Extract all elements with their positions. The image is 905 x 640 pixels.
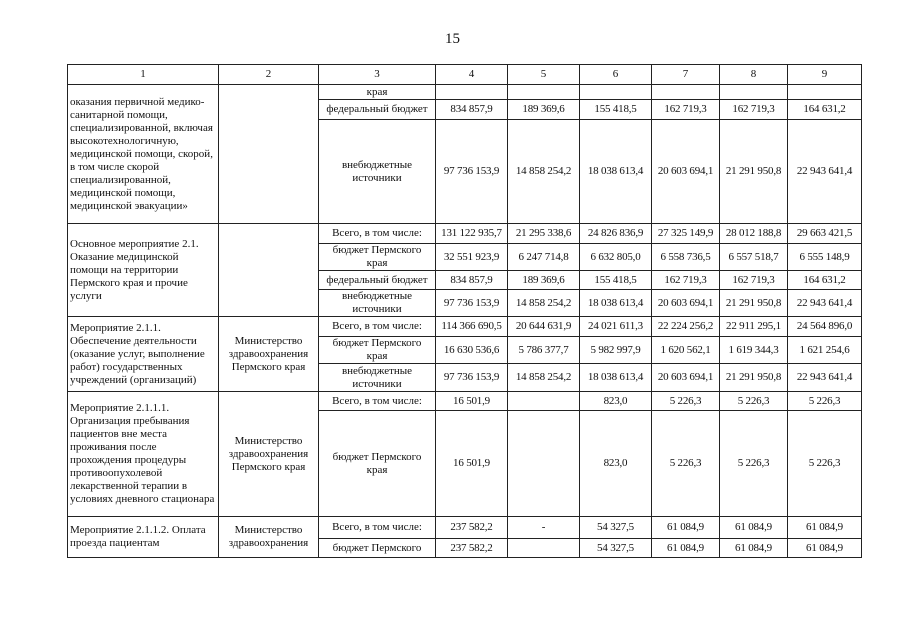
column-number: 5 — [508, 65, 580, 85]
amount-cell: 114 366 690,5 — [436, 317, 508, 337]
table-row — [68, 224, 862, 244]
budget-table — [67, 64, 862, 558]
amount-cell: 189 369,6 — [508, 100, 580, 120]
amount-cell: 131 122 935,7 — [436, 224, 508, 244]
amount-cell: 16 630 536,6 — [436, 337, 508, 364]
amount-cell: 155 418,5 — [580, 271, 652, 290]
funding-source: бюджет Пермского края — [319, 244, 436, 271]
amount-cell: 61 084,9 — [652, 539, 720, 558]
amount-cell — [652, 85, 720, 100]
amount-cell: 21 291 950,8 — [720, 364, 788, 392]
amount-cell: 14 858 254,2 — [508, 290, 580, 317]
amount-cell: 16 501,9 — [436, 392, 508, 411]
amount-cell — [436, 85, 508, 100]
funding-source: внебюджетные источники — [319, 290, 436, 317]
funding-source: Всего, в том числе: — [319, 317, 436, 337]
amount-cell: 18 038 613,4 — [580, 290, 652, 317]
table-row — [68, 85, 862, 100]
page-number: 15 — [445, 31, 460, 47]
amount-cell: 5 226,3 — [652, 392, 720, 411]
executor-cell: Министерство здравоохранения — [219, 517, 319, 558]
amount-cell: 6 558 736,5 — [652, 244, 720, 271]
funding-source: бюджет Пермского края — [319, 337, 436, 364]
measure-description: оказания первичной медико-санитарной помощи, специализированной, включая высокотехнологичную, медицинской помощи, скорой, в том числе скорой специализированной, медицинской помощи, медицинской эвакуации» — [68, 85, 219, 224]
amount-cell: 5 226,3 — [720, 411, 788, 517]
amount-cell: 5 786 377,7 — [508, 337, 580, 364]
funding-source: края — [319, 85, 436, 100]
amount-cell — [580, 85, 652, 100]
amount-cell: 5 226,3 — [652, 411, 720, 517]
amount-cell: 834 857,9 — [436, 100, 508, 120]
table-row — [68, 392, 862, 411]
amount-cell: 834 857,9 — [436, 271, 508, 290]
amount-cell: 54 327,5 — [580, 517, 652, 539]
amount-cell: 22 224 256,2 — [652, 317, 720, 337]
amount-cell: 14 858 254,2 — [508, 364, 580, 392]
amount-cell: 21 291 950,8 — [720, 120, 788, 224]
amount-cell: 22 943 641,4 — [788, 364, 862, 392]
amount-cell: 162 719,3 — [652, 100, 720, 120]
column-number: 8 — [720, 65, 788, 85]
amount-cell: 24 564 896,0 — [788, 317, 862, 337]
amount-cell — [508, 392, 580, 411]
executor-cell: Министерство здравоохранения Пермского края — [219, 392, 319, 517]
table-row — [68, 517, 862, 539]
amount-cell: 22 943 641,4 — [788, 120, 862, 224]
column-number: 7 — [652, 65, 720, 85]
amount-cell: 20 603 694,1 — [652, 290, 720, 317]
amount-cell: 6 555 148,9 — [788, 244, 862, 271]
amount-cell: 6 557 518,7 — [720, 244, 788, 271]
column-number: 2 — [219, 65, 319, 85]
funding-source: федеральный бюджет — [319, 271, 436, 290]
amount-cell: 6 632 805,0 — [580, 244, 652, 271]
executor-cell — [219, 85, 319, 224]
amount-cell: 24 021 611,3 — [580, 317, 652, 337]
amount-cell: 1 619 344,3 — [720, 337, 788, 364]
funding-source: внебюджетные источники — [319, 364, 436, 392]
amount-cell: 54 327,5 — [580, 539, 652, 558]
amount-cell: 189 369,6 — [508, 271, 580, 290]
amount-cell: 162 719,3 — [652, 271, 720, 290]
executor-cell — [219, 224, 319, 317]
amount-cell: 22 943 641,4 — [788, 290, 862, 317]
amount-cell: 823,0 — [580, 392, 652, 411]
funding-source: федеральный бюджет — [319, 100, 436, 120]
amount-cell: 5 982 997,9 — [580, 337, 652, 364]
amount-cell: 28 012 188,8 — [720, 224, 788, 244]
amount-cell: 32 551 923,9 — [436, 244, 508, 271]
amount-cell: 823,0 — [580, 411, 652, 517]
measure-description: Мероприятие 2.1.1. Обеспечение деятельности (оказание услуг, выполнение работ) государственных учреждений (организаций) — [68, 317, 219, 392]
amount-cell: 97 736 153,9 — [436, 364, 508, 392]
amount-cell: 14 858 254,2 — [508, 120, 580, 224]
amount-cell: 61 084,9 — [720, 517, 788, 539]
amount-cell: 164 631,2 — [788, 100, 862, 120]
column-number: 4 — [436, 65, 508, 85]
amount-cell: 97 736 153,9 — [436, 290, 508, 317]
amount-cell: 155 418,5 — [580, 100, 652, 120]
funding-source: Всего, в том числе: — [319, 224, 436, 244]
amount-cell: 237 582,2 — [436, 517, 508, 539]
amount-cell: 61 084,9 — [788, 517, 862, 539]
table-row — [68, 317, 862, 337]
amount-cell: 20 644 631,9 — [508, 317, 580, 337]
amount-cell: 18 038 613,4 — [580, 120, 652, 224]
column-number: 6 — [580, 65, 652, 85]
amount-cell: 61 084,9 — [788, 539, 862, 558]
amount-cell: 97 736 153,9 — [436, 120, 508, 224]
amount-cell: 27 325 149,9 — [652, 224, 720, 244]
measure-description: Мероприятие 2.1.1.2. Оплата проезда пациентам — [68, 517, 219, 558]
funding-source: Всего, в том числе: — [319, 517, 436, 539]
amount-cell: 162 719,3 — [720, 271, 788, 290]
column-number-row — [68, 65, 862, 85]
amount-cell: 1 621 254,6 — [788, 337, 862, 364]
amount-cell: 29 663 421,5 — [788, 224, 862, 244]
amount-cell: - — [508, 517, 580, 539]
amount-cell: 162 719,3 — [720, 100, 788, 120]
amount-cell: 61 084,9 — [652, 517, 720, 539]
funding-source: внебюджетные источники — [319, 120, 436, 224]
funding-source: Всего, в том числе: — [319, 392, 436, 411]
amount-cell — [508, 539, 580, 558]
column-number: 9 — [788, 65, 862, 85]
amount-cell — [788, 85, 862, 100]
amount-cell — [508, 85, 580, 100]
amount-cell — [508, 411, 580, 517]
amount-cell: 6 247 714,8 — [508, 244, 580, 271]
column-number: 3 — [319, 65, 436, 85]
amount-cell: 1 620 562,1 — [652, 337, 720, 364]
amount-cell: 21 291 950,8 — [720, 290, 788, 317]
amount-cell: 5 226,3 — [788, 392, 862, 411]
amount-cell: 5 226,3 — [788, 411, 862, 517]
measure-description: Мероприятие 2.1.1.1. Организация пребывания пациентов вне места проживания после прохождения процедуры противоопухолевой лекарственной терапии в условиях дневного стационара — [68, 392, 219, 517]
executor-cell: Министерство здравоохранения Пермского края — [219, 317, 319, 392]
measure-description: Основное мероприятие 2.1. Оказание медицинской помощи на территории Пермского края и прочие услуги — [68, 224, 219, 317]
amount-cell: 20 603 694,1 — [652, 364, 720, 392]
amount-cell: 61 084,9 — [720, 539, 788, 558]
amount-cell: 164 631,2 — [788, 271, 862, 290]
amount-cell: 20 603 694,1 — [652, 120, 720, 224]
funding-source: бюджет Пермского — [319, 539, 436, 558]
amount-cell: 18 038 613,4 — [580, 364, 652, 392]
amount-cell: 24 826 836,9 — [580, 224, 652, 244]
funding-source: бюджет Пермского края — [319, 411, 436, 517]
amount-cell: 21 295 338,6 — [508, 224, 580, 244]
amount-cell: 237 582,2 — [436, 539, 508, 558]
column-number: 1 — [68, 65, 219, 85]
amount-cell — [720, 85, 788, 100]
amount-cell: 16 501,9 — [436, 411, 508, 517]
amount-cell: 22 911 295,1 — [720, 317, 788, 337]
amount-cell: 5 226,3 — [720, 392, 788, 411]
